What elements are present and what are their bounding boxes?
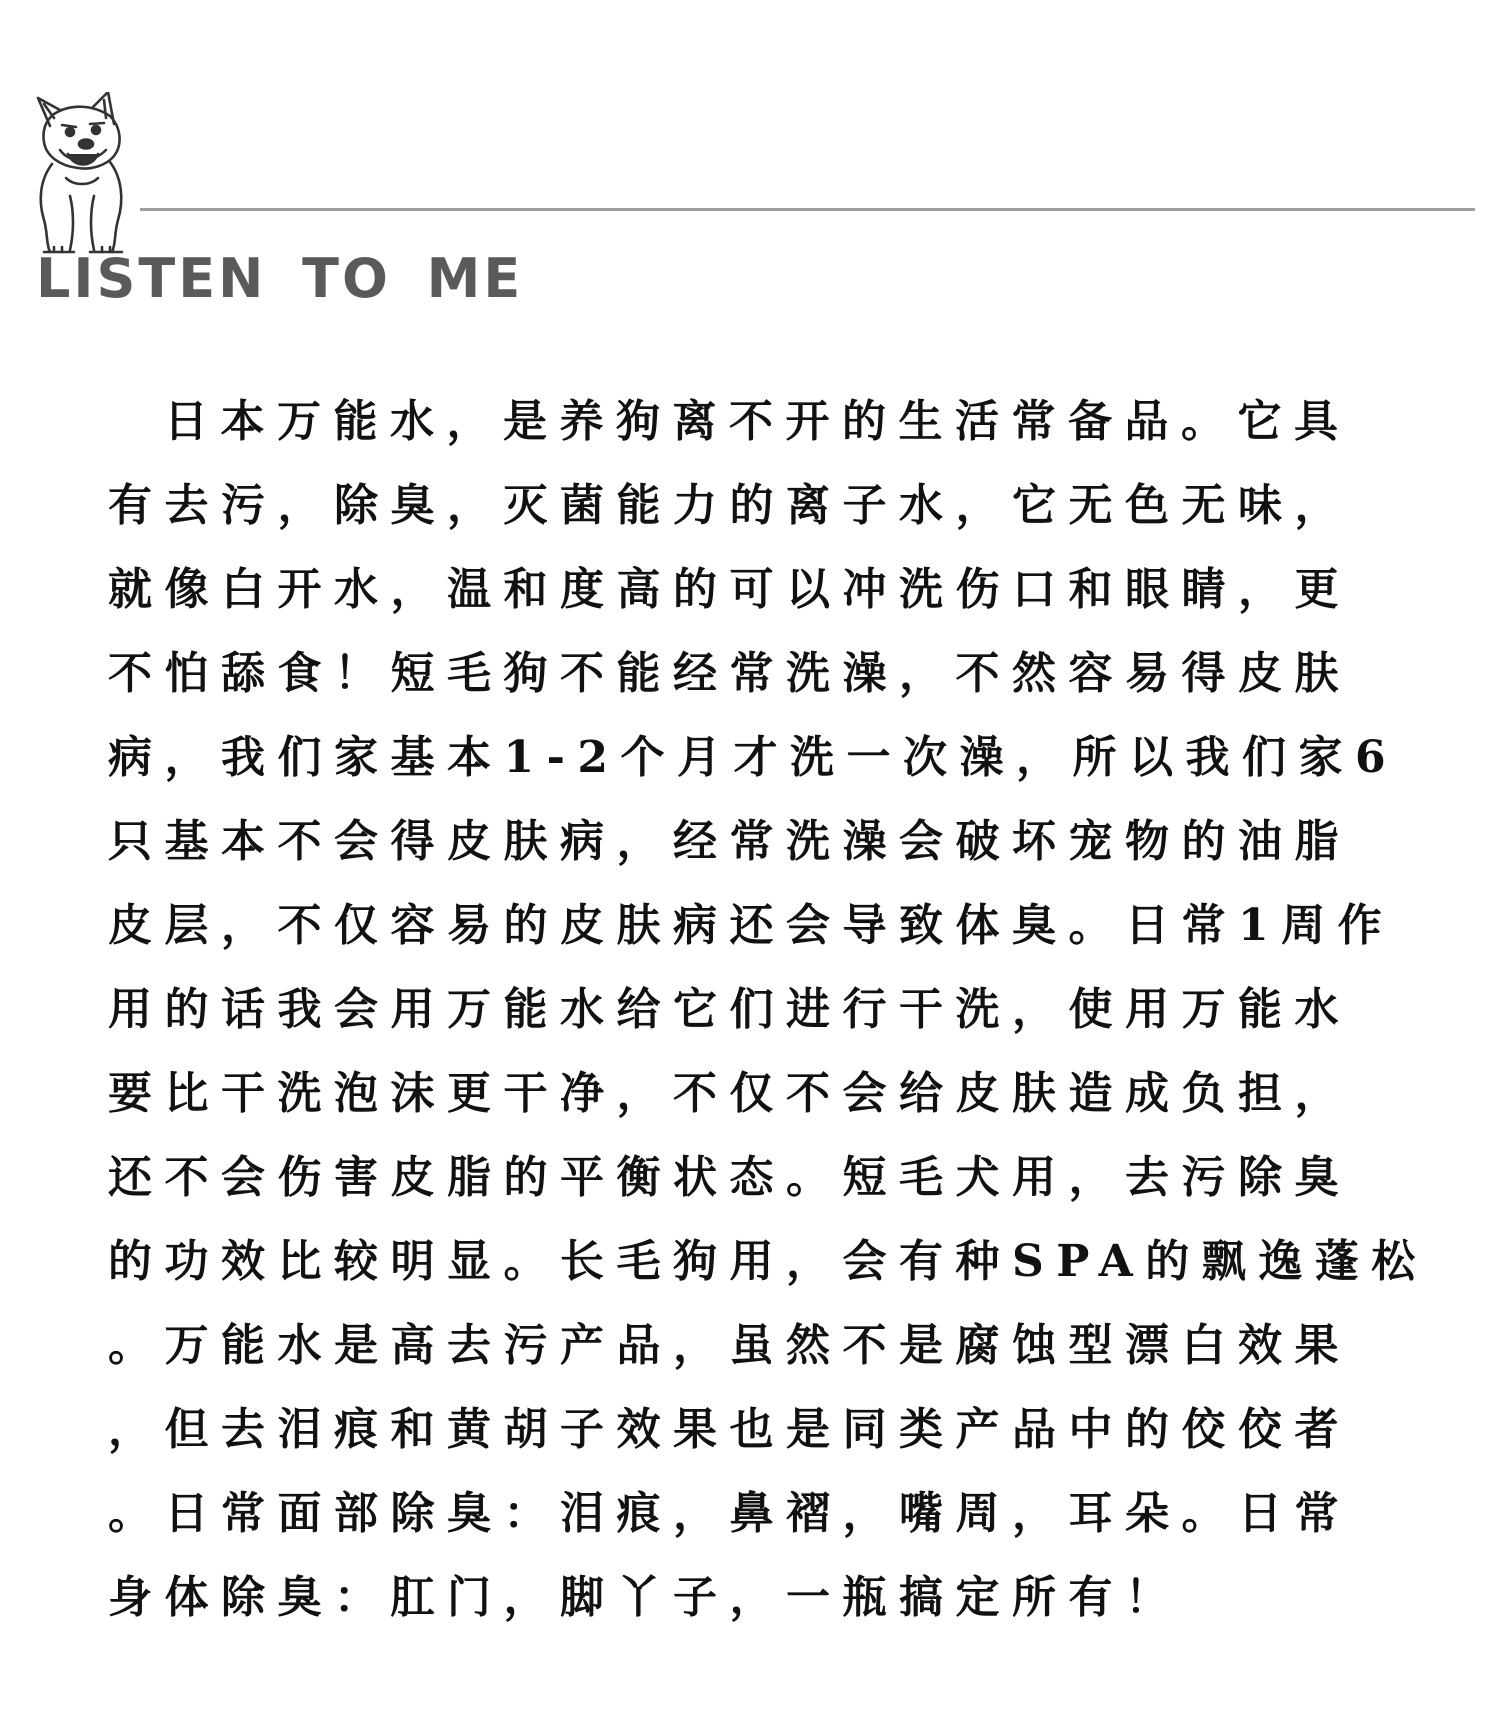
article-line: 皮层，不仅容易的皮肤病还会导致体臭。日常1周作: [108, 900, 1395, 951]
article-line: 日本万能水，是养狗离不开的生活常备品。它具: [164, 396, 1351, 447]
article-line: 不怕舔食！短毛狗不能经常洗澡，不然容易得皮肤: [108, 648, 1351, 699]
article-line: 还不会伤害皮脂的平衡状态。短毛犬用，去污除臭: [108, 1152, 1351, 1203]
article-line: 有去污，除臭，灭菌能力的离子水，它无色无味，: [108, 480, 1351, 531]
header-title: LISTEN TO ME: [36, 247, 524, 310]
header: [0, 0, 1500, 340]
article-body: [108, 380, 1428, 1640]
article-line: 要比干洗泡沫更干净，不仅不会给皮肤造成负担，: [108, 1068, 1351, 1119]
article-line: 的功效比较明显。长毛狗用，会有种SPA的飘逸蓬松: [108, 1236, 1428, 1287]
article-line: 只基本不会得皮肤病，经常洗澡会破坏宠物的油脂: [108, 816, 1351, 867]
article-line: 。万能水是高去污产品，虽然不是腐蚀型漂白效果: [108, 1320, 1351, 1371]
article-line: 。日常面部除臭：泪痕，鼻褶，嘴周，耳朵。日常: [108, 1488, 1351, 1539]
french-bulldog-icon: [30, 92, 140, 257]
article-line: 就像白开水，温和度高的可以冲洗伤口和眼睛，更: [108, 564, 1351, 615]
article-line: 病，我们家基本1-2个月才洗一次澡，所以我们家6: [108, 732, 1399, 783]
article-line: 用的话我会用万能水给它们进行干洗，使用万能水: [108, 984, 1351, 1035]
article-line: 身体除臭：肛门，脚丫子，一瓶搞定所有！: [108, 1572, 1182, 1623]
article-line: ，但去泪痕和黄胡子效果也是同类产品中的佼佼者: [108, 1404, 1351, 1455]
header-divider: [140, 208, 1475, 211]
